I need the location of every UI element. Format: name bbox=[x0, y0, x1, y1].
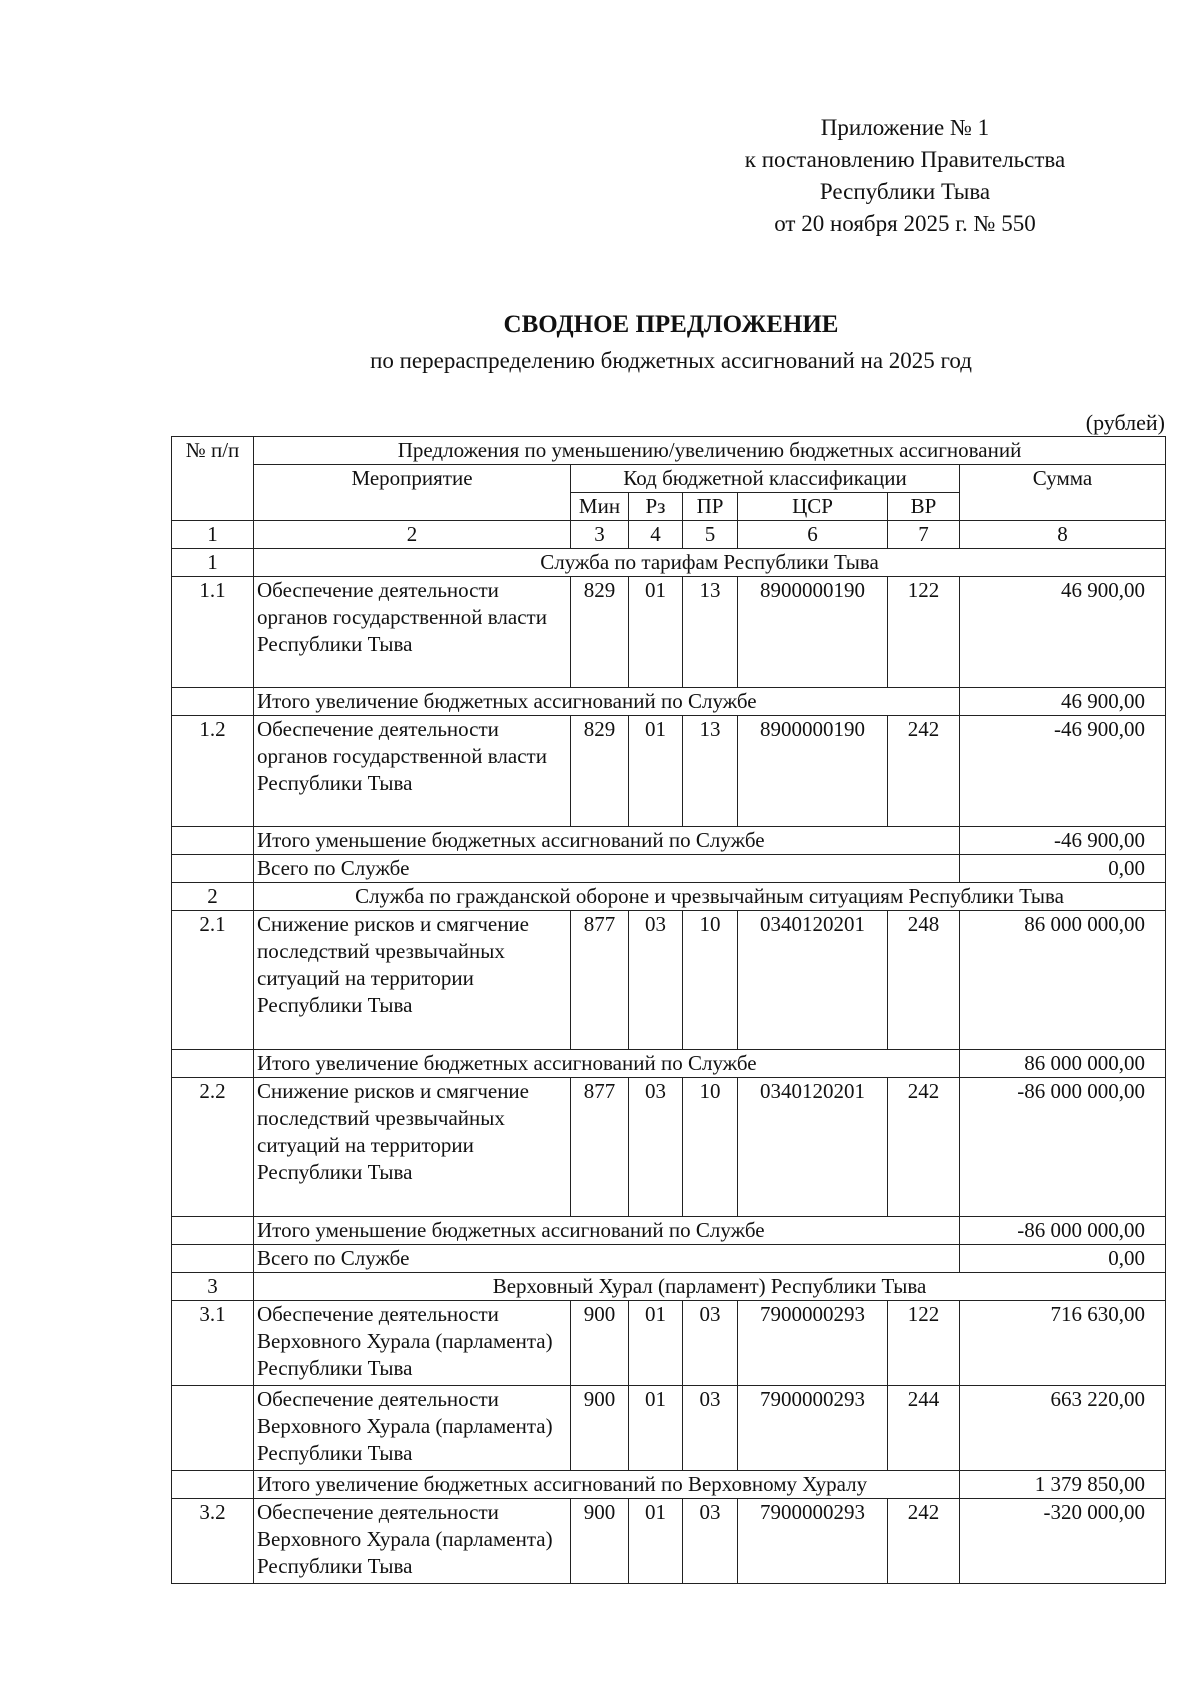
empty-cell bbox=[172, 1217, 254, 1245]
subtotal-label: Итого увеличение бюджетных ассигнований по Службе bbox=[254, 688, 960, 716]
appendix-number: Приложение № 1 bbox=[820, 115, 990, 140]
table-row bbox=[172, 1301, 1166, 1386]
row-min: 900 bbox=[571, 1301, 629, 1386]
row-event: Снижение рисков и смягчение последствий чрезвычайных ситуаций на территории Республики Тыва bbox=[254, 911, 571, 1050]
head-num: № п/п bbox=[172, 437, 254, 521]
row-csr: 7900000293 bbox=[738, 1386, 888, 1471]
table-row bbox=[172, 1499, 1166, 1584]
section-num: 1 bbox=[172, 549, 254, 577]
colnum: 3 bbox=[571, 521, 629, 549]
subtotal-sum: 46 900,00 bbox=[960, 688, 1166, 716]
colnum: 1 bbox=[172, 521, 254, 549]
subtotal-sum: -46 900,00 bbox=[960, 827, 1166, 855]
row-rz: 03 bbox=[629, 911, 683, 1050]
section-name: Служба по тарифам Республики Тыва bbox=[254, 549, 1166, 577]
row-pr: 03 bbox=[683, 1499, 738, 1584]
row-vr: 122 bbox=[888, 1301, 960, 1386]
subtotal-sum: -86 000 000,00 bbox=[960, 1217, 1166, 1245]
row-min: 900 bbox=[571, 1386, 629, 1471]
row-min: 877 bbox=[571, 1078, 629, 1217]
colnum: 7 bbox=[888, 521, 960, 549]
row-num bbox=[172, 1386, 254, 1471]
row-rz: 03 bbox=[629, 1078, 683, 1217]
row-sum: 716 630,00 bbox=[960, 1301, 1166, 1386]
row-csr: 0340120201 bbox=[738, 1078, 888, 1217]
row-pr: 10 bbox=[683, 1078, 738, 1217]
row-csr: 7900000293 bbox=[738, 1301, 888, 1386]
row-vr: 248 bbox=[888, 911, 960, 1050]
total-sum: 0,00 bbox=[960, 1245, 1166, 1273]
section-row bbox=[172, 883, 1166, 911]
row-rz: 01 bbox=[629, 716, 683, 827]
row-rz: 01 bbox=[629, 1386, 683, 1471]
head-sum: Сумма bbox=[960, 465, 1166, 521]
document-title: СВОДНОЕ ПРЕДЛОЖЕНИЕ bbox=[503, 311, 839, 338]
head-vr: ВР bbox=[888, 493, 960, 521]
row-min: 877 bbox=[571, 911, 629, 1050]
section-row bbox=[172, 549, 1166, 577]
empty-cell bbox=[172, 1050, 254, 1078]
appendix-header bbox=[695, 112, 1115, 240]
empty-cell bbox=[172, 1245, 254, 1273]
subtotal-sum: 86 000 000,00 bbox=[960, 1050, 1166, 1078]
head-rz: Рз bbox=[629, 493, 683, 521]
section-name: Служба по гражданской обороне и чрезвычайным ситуациям Республики Тыва bbox=[254, 883, 1166, 911]
row-num: 3.1 bbox=[172, 1301, 254, 1386]
row-num: 3.2 bbox=[172, 1499, 254, 1584]
row-csr: 8900000190 bbox=[738, 577, 888, 688]
head-event: Мероприятие bbox=[254, 465, 571, 521]
subtotal-row bbox=[172, 688, 1166, 716]
subtotal-label: Итого уменьшение бюджетных ассигнований по Службе bbox=[254, 827, 960, 855]
row-pr: 03 bbox=[683, 1301, 738, 1386]
subtotal-label: Итого уменьшение бюджетных ассигнований по Службе bbox=[254, 1217, 960, 1245]
appendix-republic: Республики Тыва bbox=[819, 179, 991, 204]
total-label: Всего по Службе bbox=[254, 1245, 960, 1273]
total-sum: 0,00 bbox=[960, 855, 1166, 883]
colnum: 6 bbox=[738, 521, 888, 549]
row-sum: 663 220,00 bbox=[960, 1386, 1166, 1471]
section-name: Верховный Хурал (парламент) Республики Тыва bbox=[254, 1273, 1166, 1301]
row-csr: 7900000293 bbox=[738, 1499, 888, 1584]
head-min: Мин bbox=[571, 493, 629, 521]
row-pr: 03 bbox=[683, 1386, 738, 1471]
row-min: 829 bbox=[571, 716, 629, 827]
table-head-row bbox=[172, 465, 1166, 493]
row-rz: 01 bbox=[629, 1499, 683, 1584]
head-pr: ПР bbox=[683, 493, 738, 521]
section-row bbox=[172, 1273, 1166, 1301]
row-num: 1.1 bbox=[172, 577, 254, 688]
row-vr: 242 bbox=[888, 716, 960, 827]
subtotal-label: Итого увеличение бюджетных ассигнований по Верховному Хуралу bbox=[254, 1471, 960, 1499]
row-vr: 244 bbox=[888, 1386, 960, 1471]
row-sum: -320 000,00 bbox=[960, 1499, 1166, 1584]
row-event: Снижение рисков и смягчение последствий чрезвычайных ситуаций на территории Республики Тыва bbox=[254, 1078, 571, 1217]
subtotal-sum: 1 379 850,00 bbox=[960, 1471, 1166, 1499]
head-code: Код бюджетной классификации bbox=[571, 465, 960, 493]
table-row bbox=[172, 716, 1166, 827]
section-num: 3 bbox=[172, 1273, 254, 1301]
table-row bbox=[172, 911, 1166, 1050]
empty-cell bbox=[172, 1471, 254, 1499]
row-pr: 13 bbox=[683, 577, 738, 688]
empty-cell bbox=[172, 688, 254, 716]
row-min: 900 bbox=[571, 1499, 629, 1584]
subtotal-row bbox=[172, 1471, 1166, 1499]
row-event: Обеспечение деятельности Верховного Хурала (парламента) Республики Тыва bbox=[254, 1386, 571, 1471]
row-vr: 242 bbox=[888, 1499, 960, 1584]
row-csr: 8900000190 bbox=[738, 716, 888, 827]
colnum: 5 bbox=[683, 521, 738, 549]
row-csr: 0340120201 bbox=[738, 911, 888, 1050]
empty-cell bbox=[172, 855, 254, 883]
row-sum: 86 000 000,00 bbox=[960, 911, 1166, 1050]
subtotal-row bbox=[172, 827, 1166, 855]
appendix-resolution: к постановлению Правительства bbox=[744, 147, 1066, 172]
row-event: Обеспечение деятельности Верховного Хурала (парламента) Республики Тыва bbox=[254, 1499, 571, 1584]
subtotal-row bbox=[172, 1217, 1166, 1245]
row-sum: -46 900,00 bbox=[960, 716, 1166, 827]
empty-cell bbox=[172, 827, 254, 855]
head-proposals: Предложения по уменьшению/увеличению бюджетных ассигнований bbox=[254, 437, 1166, 465]
row-num: 1.2 bbox=[172, 716, 254, 827]
row-event: Обеспечение деятельности органов государственной власти Республики Тыва bbox=[254, 577, 571, 688]
row-num: 2.1 bbox=[172, 911, 254, 1050]
colnum: 4 bbox=[629, 521, 683, 549]
row-vr: 122 bbox=[888, 577, 960, 688]
table-row bbox=[172, 1078, 1166, 1217]
units-label: (рублей) bbox=[1085, 410, 1165, 435]
colnum: 2 bbox=[254, 521, 571, 549]
table-head-row bbox=[172, 437, 1166, 465]
document-subtitle: по перераспределению бюджетных ассигнований на 2025 год bbox=[370, 348, 972, 373]
row-sum: -86 000 000,00 bbox=[960, 1078, 1166, 1217]
table-row bbox=[172, 577, 1166, 688]
row-event: Обеспечение деятельности Верховного Хурала (парламента) Республики Тыва bbox=[254, 1301, 571, 1386]
row-rz: 01 bbox=[629, 1301, 683, 1386]
total-label: Всего по Службе bbox=[254, 855, 960, 883]
total-row bbox=[172, 855, 1166, 883]
row-pr: 10 bbox=[683, 911, 738, 1050]
head-csr: ЦСР bbox=[738, 493, 888, 521]
appendix-date-number: от 20 ноября 2025 г. № 550 bbox=[774, 211, 1036, 236]
colnum: 8 bbox=[960, 521, 1166, 549]
section-num: 2 bbox=[172, 883, 254, 911]
budget-table bbox=[171, 436, 1166, 1584]
row-pr: 13 bbox=[683, 716, 738, 827]
row-min: 829 bbox=[571, 577, 629, 688]
subtotal-row bbox=[172, 1050, 1166, 1078]
column-numbers-row bbox=[172, 521, 1166, 549]
row-rz: 01 bbox=[629, 577, 683, 688]
row-num: 2.2 bbox=[172, 1078, 254, 1217]
row-vr: 242 bbox=[888, 1078, 960, 1217]
row-event: Обеспечение деятельности органов государственной власти Республики Тыва bbox=[254, 716, 571, 827]
subtotal-label: Итого увеличение бюджетных ассигнований по Службе bbox=[254, 1050, 960, 1078]
row-sum: 46 900,00 bbox=[960, 577, 1166, 688]
total-row bbox=[172, 1245, 1166, 1273]
table-row bbox=[172, 1386, 1166, 1471]
